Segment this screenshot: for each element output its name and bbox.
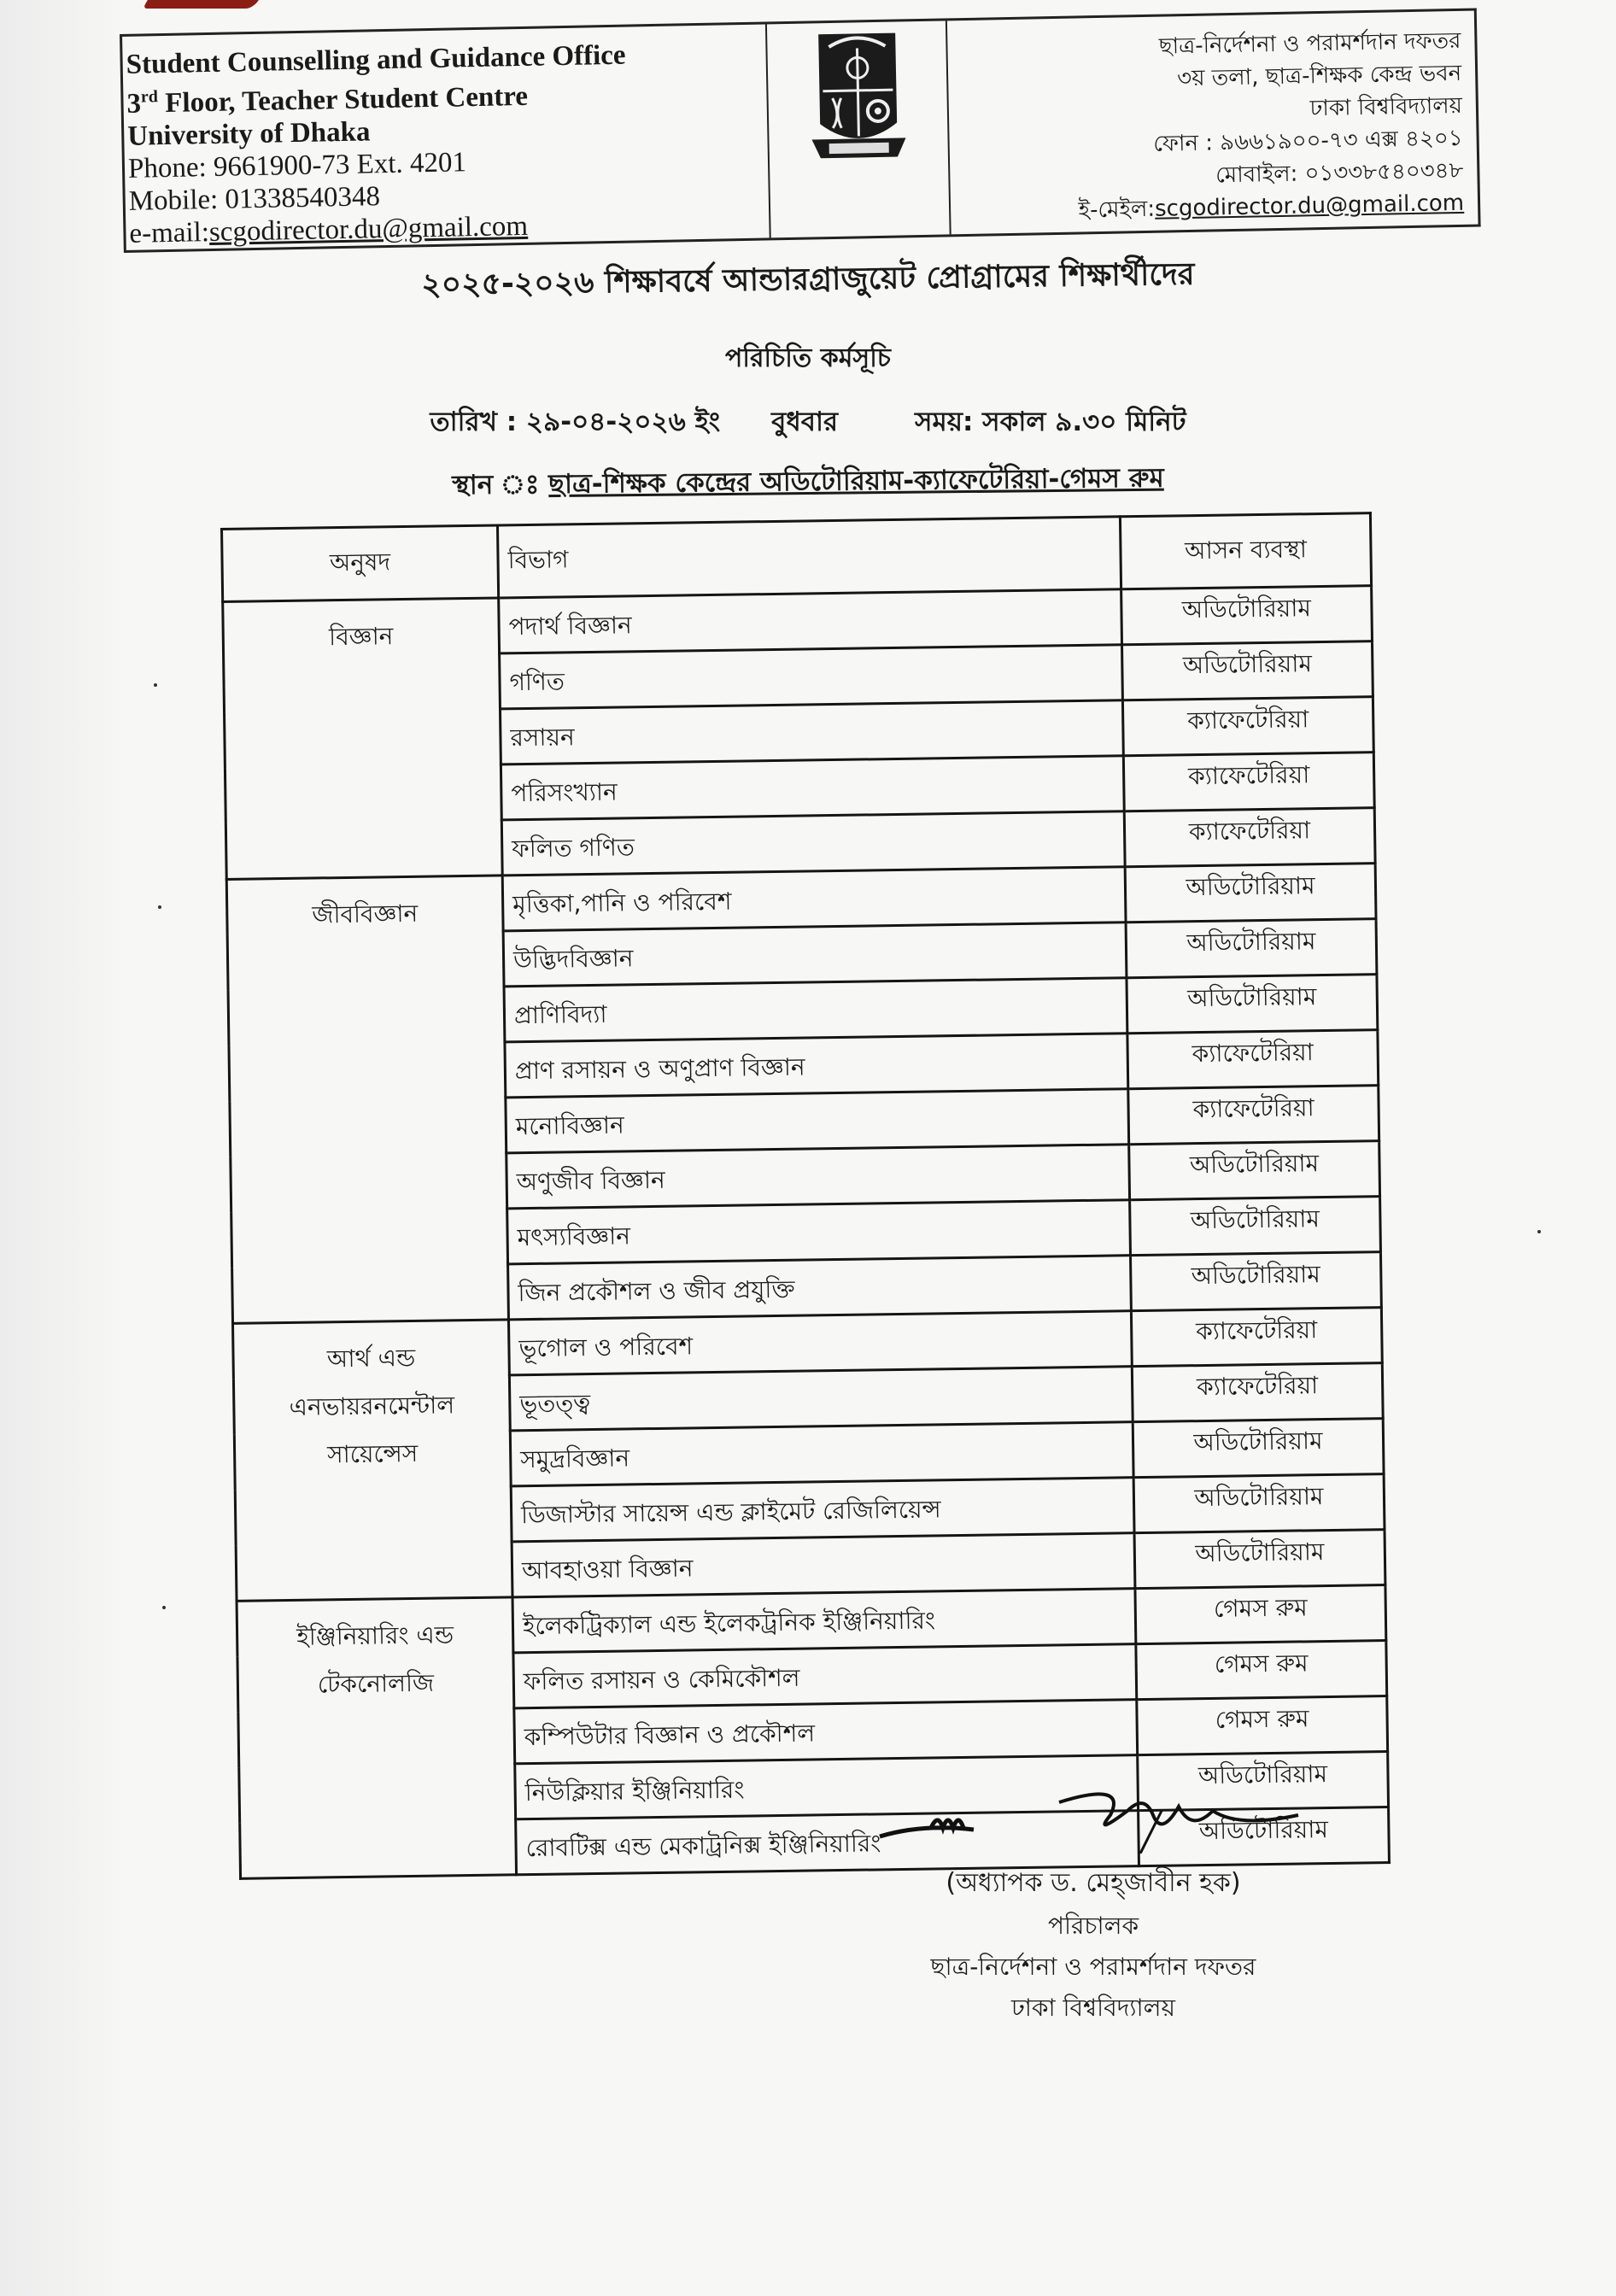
speck xyxy=(162,1606,166,1609)
seating-cell: অডিটোরিয়াম xyxy=(1126,919,1377,978)
mobile-en: Mobile: 01338540348 xyxy=(128,181,381,217)
event-time: সময়: সকাল ৯.৩০ মিনিট xyxy=(915,407,1186,437)
signature-scribble-icon xyxy=(871,1777,1315,1854)
department-cell: ফলিত গণিত xyxy=(501,811,1125,876)
seating-cell: অডিটোরিয়াম xyxy=(1138,1752,1389,1811)
department-cell: নিউক্লিয়ার ইঞ্জিনিয়ারিং xyxy=(515,1755,1139,1819)
email-link-en[interactable]: scgodirector.du@gmail.com xyxy=(208,210,529,249)
event-day: বুধবার xyxy=(771,407,839,437)
seating-cell: অডিটোরিয়াম xyxy=(1130,1252,1381,1311)
seating-cell: গেমস রুম xyxy=(1137,1696,1388,1755)
signature-block xyxy=(794,1777,1392,2029)
seating-cell: অডিটোরিয়াম xyxy=(1139,1807,1390,1866)
department-cell: ডিজাস্টার সায়েন্স এন্ড ক্লাইমেট রেজিলিয়েন্স xyxy=(511,1478,1134,1542)
phone-en: Phone: 9661900-73 Ext. 4201 xyxy=(127,147,467,184)
floor-suffix: rd xyxy=(140,87,159,107)
seating-cell: ক্যাফেটেরিয়া xyxy=(1124,808,1375,867)
red-folder-corner xyxy=(143,0,259,9)
department-cell: রসায়ন xyxy=(500,700,1123,764)
letterhead-bengali xyxy=(947,11,1478,235)
table-body xyxy=(223,586,1390,1879)
schedule-line xyxy=(0,401,1616,446)
seating-cell: অডিটোরিয়াম xyxy=(1133,1419,1384,1478)
department-cell: মৎস্যবিজ্ঞান xyxy=(507,1200,1131,1264)
seating-cell: অডিটোরিয়াম xyxy=(1125,864,1376,922)
department-cell: প্রাণ রসায়ন ও অণুপ্রাণ বিজ্ঞান xyxy=(505,1034,1128,1098)
floor-ordinal: 3 xyxy=(126,88,142,120)
mobile-bn: মোবাইল: ০১৩৩৮৫৪০৩৪৮ xyxy=(1215,157,1464,189)
faculty-name-line: এনভায়রনমেন্টাল xyxy=(289,1391,455,1421)
office-name-bn: ছাত্র-নির্দেশনা ও পরামর্শদান দফতর xyxy=(1158,27,1461,60)
speck xyxy=(1537,1230,1541,1233)
letterhead xyxy=(120,8,1481,252)
faculty-cell xyxy=(233,1320,513,1601)
seating-table xyxy=(220,512,1391,1880)
floor-rest: Floor, Teacher Student Centre xyxy=(157,80,529,120)
university-en: University of Dhaka xyxy=(126,116,371,152)
seating-cell: অডিটোরিয়াম xyxy=(1127,975,1378,1034)
email-label-en: e-mail: xyxy=(129,217,210,249)
floor-bn: ৩য় তলা, ছাত্র-শিক্ষক কেন্দ্র ভবন xyxy=(1176,60,1462,92)
header-department: বিভাগ xyxy=(497,517,1121,598)
department-cell: ভূতত্ত্ব xyxy=(509,1367,1133,1431)
speck xyxy=(158,905,161,909)
university-crest-icon xyxy=(810,28,906,167)
seating-cell: ক্যাফেটেরিয়া xyxy=(1131,1308,1382,1367)
signatory-designation: পরিচালক xyxy=(1047,1912,1139,1940)
department-cell: মৃত্তিকা,পানি ও পরিবেশ xyxy=(502,867,1126,931)
department-cell: কম্পিউটার বিজ্ঞান ও প্রকৌশল xyxy=(514,1700,1138,1764)
seating-cell: অডিটোরিয়াম xyxy=(1129,1141,1380,1200)
department-cell: গণিত xyxy=(500,645,1123,709)
department-cell: রোবটিক্স এন্ড মেকাট্রনিক্স ইঞ্জিনিয়ারিং xyxy=(516,1811,1139,1875)
seating-cell: গেমস রুম xyxy=(1136,1641,1387,1700)
faculty-name-line: বিজ্ঞান xyxy=(328,622,394,652)
department-cell: অণুজীব বিজ্ঞান xyxy=(506,1145,1130,1209)
department-cell: আবহাওয়া বিজ্ঞান xyxy=(512,1533,1135,1597)
seating-cell: গেমস রুম xyxy=(1135,1585,1386,1644)
speck xyxy=(154,683,157,687)
faculty-name-line: জীববিজ্ঞান xyxy=(312,899,419,929)
email-label-bn: ই-মেইল: xyxy=(1078,196,1156,224)
logo-cell xyxy=(765,20,951,237)
event-date: তারিখ : ২৯-০৪-২০২৬ ইং xyxy=(430,407,721,437)
seating-cell: ক্যাফেটেরিয়া xyxy=(1127,1030,1379,1089)
document-subtitle: পরিচিতি কর্মসূচি xyxy=(725,343,891,373)
signatory-office: ছাত্র-নির্দেশনা ও পরামর্শদান দফতর xyxy=(930,1953,1256,1981)
seating-cell: ক্যাফেটেরিয়া xyxy=(1122,697,1373,756)
faculty-name-line: ইঞ্জিনিয়ারিং এন্ড xyxy=(296,1620,454,1651)
department-cell: জিন প্রকৌশল ও জীব প্রযুক্তি xyxy=(508,1256,1132,1320)
phone-bn: ফোন : ৯৬৬১৯০০-৭৩ এক্স ৪২০১ xyxy=(1153,125,1463,157)
seating-cell: ক্যাফেটেরিয়া xyxy=(1132,1363,1383,1422)
venue-text: ছাত্র-শিক্ষক কেন্দ্রের অডিটোরিয়াম-ক্যাফেটেরিয়া-গেমস রুম xyxy=(548,462,1164,501)
letterhead-english xyxy=(120,24,770,249)
faculty-name-line: আর্থ এন্ড xyxy=(326,1343,416,1374)
department-cell: পদার্থ বিজ্ঞান xyxy=(499,589,1122,653)
department-cell: পরিসংখ্যান xyxy=(501,756,1124,820)
department-cell: ইলেকট্রিক্যাল এন্ড ইলেকট্রনিক ইঞ্জিনিয়ারিং xyxy=(512,1589,1136,1653)
header-seating: আসন ব্যবস্থা xyxy=(1120,513,1371,589)
seating-cell: অডিটোরিয়াম xyxy=(1133,1474,1385,1533)
faculty-cell xyxy=(226,876,508,1323)
department-cell: প্রাণিবিদ্যা xyxy=(504,978,1127,1042)
header-faculty: অনুষদ xyxy=(222,525,499,602)
seating-cell: ক্যাফেটেরিয়া xyxy=(1123,753,1374,811)
department-cell: সমুদ্রবিজ্ঞান xyxy=(510,1422,1133,1486)
signatory-university: ঢাকা বিশ্ববিদ্যালয় xyxy=(1010,1994,1176,2022)
email-link-bn[interactable]: scgodirector.du@gmail.com xyxy=(1154,190,1465,222)
department-cell: উদ্ভিদবিজ্ঞান xyxy=(503,922,1127,987)
seating-cell: ক্যাফেটেরিয়া xyxy=(1128,1086,1379,1145)
faculty-cell xyxy=(223,598,503,879)
venue-line xyxy=(0,453,1616,514)
venue-label: স্থান ঃ xyxy=(452,469,540,501)
seating-table-wrapper xyxy=(220,512,1391,1880)
seating-cell: অডিটোরিয়াম xyxy=(1130,1197,1381,1256)
signatory-name: (অধ্যাপক ড. মেহ্জাবীন হক) xyxy=(946,1868,1241,1898)
faculty-name-line: সায়েন্সেস xyxy=(326,1438,419,1469)
seating-cell: অডিটোরিয়াম xyxy=(1134,1530,1385,1589)
department-cell: ভূগোল ও পরিবেশ xyxy=(508,1311,1132,1375)
faculty-name-line: টেকনোলজি xyxy=(317,1668,435,1699)
document-title: ২০২৫-২০২৬ শিক্ষাবর্ষে আন্ডারগ্রাজুয়েট প্রোগ্রামের শিক্ষার্থীদের xyxy=(421,256,1195,303)
department-cell: ফলিত রসায়ন ও কেমিকৌশল xyxy=(513,1644,1137,1708)
office-name-en: Student Counselling and Guidance Office xyxy=(126,39,626,80)
university-bn: ঢাকা বিশ্ববিদ্যালয় xyxy=(1309,92,1463,122)
department-cell: মনোবিজ্ঞান xyxy=(506,1089,1129,1153)
faculty-cell xyxy=(237,1597,517,1878)
seating-cell: অডিটোরিয়াম xyxy=(1121,586,1373,645)
seating-cell: অডিটোরিয়াম xyxy=(1122,641,1373,700)
